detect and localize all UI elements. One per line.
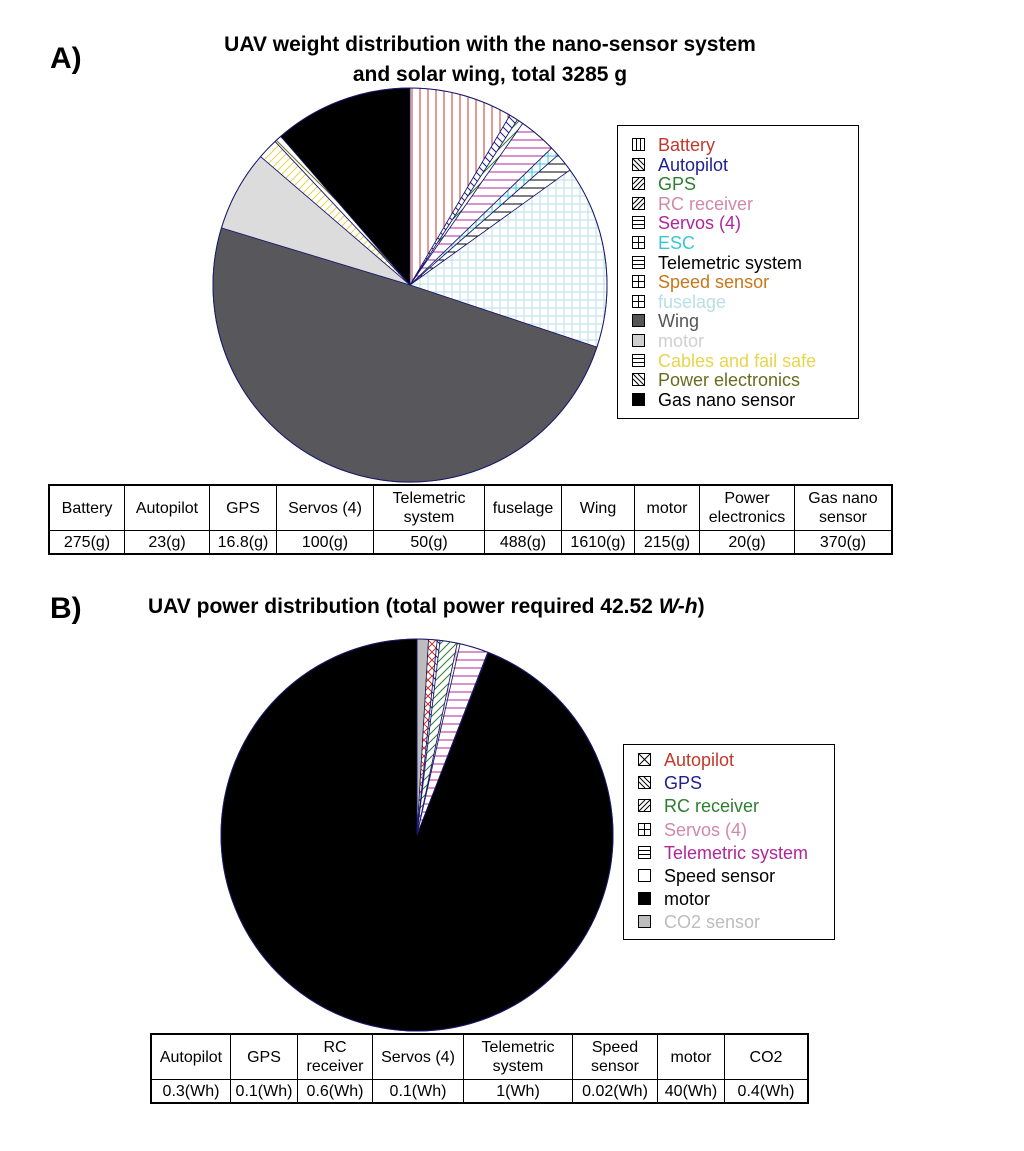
table-value-cell: 488(g) (485, 531, 562, 555)
legend-swatch-servos-4 (638, 823, 651, 836)
table-value-cell: 40(Wh) (658, 1080, 725, 1104)
legend-swatch-speed-sensor (638, 869, 651, 882)
legend-label: Autopilot (664, 750, 735, 770)
table-header-cell: Power electronics (700, 485, 795, 531)
pie-b-slice-motor (221, 639, 613, 1031)
legend-label: Speed sensor (658, 272, 770, 293)
legend-label: Telemetric system (664, 842, 809, 863)
legend-label: Battery (658, 135, 716, 155)
chart-a-title-line2: and solar wing, total 3285 g (352, 63, 628, 86)
table-value-cell: 20(g) (700, 531, 795, 555)
table-header-cell: Wing (562, 485, 635, 531)
legend-swatch-gps (638, 776, 651, 789)
legend-swatch-esc (632, 236, 645, 249)
chart-b-title-close: ) (697, 595, 705, 618)
table-value-cell: 100(g) (277, 531, 374, 555)
legend-swatch-rc-receiver (632, 197, 645, 210)
table-value-cell: 0.1(Wh) (231, 1080, 298, 1104)
legend-swatch-telemetric-system (638, 846, 651, 859)
chart-a-title-line1: UAV weight distribution with the nano-sensor system (224, 33, 756, 56)
table-value-cell: 370(g) (795, 531, 893, 555)
legend-swatch-servos-4 (632, 216, 645, 229)
legend-label: ESC (658, 233, 696, 253)
table-header-cell: Battery (49, 485, 125, 531)
legend-swatch-cables-and-fail-safe (632, 354, 645, 367)
table-value-cell: 0.4(Wh) (725, 1080, 809, 1104)
legend-swatch-telemetric-system (632, 256, 645, 269)
legend-label: RC receiver (658, 193, 754, 214)
legend-label: Autopilot (658, 154, 729, 175)
legend-swatch-autopilot (638, 753, 651, 766)
legend-swatch-power-electronics (632, 373, 645, 386)
table-header-cell: Servos (4) (373, 1034, 464, 1080)
power-table-header-row (151, 1034, 808, 1080)
table-header-cell: Telemetric system (374, 485, 485, 531)
table-value-cell: 0.02(Wh) (573, 1080, 658, 1104)
table-value-cell: 23(g) (125, 531, 210, 555)
chart-b-title-part2: (total power required 42.52 (385, 595, 653, 618)
table-value-cell: 50(g) (374, 531, 485, 555)
legend-swatch-motor (638, 892, 651, 905)
table-value-cell: 0.6(Wh) (298, 1080, 373, 1104)
legend-swatch-motor (632, 334, 645, 347)
table-header-cell: GPS (231, 1034, 298, 1080)
table-header-cell: Speed sensor (573, 1034, 658, 1080)
table-header-cell: Telemetric system (464, 1034, 573, 1080)
panel-b-label: B) (50, 592, 82, 625)
table-header-cell: RC receiver (298, 1034, 373, 1080)
legend-label: Wing (658, 311, 700, 332)
legend-swatch-fuselage (632, 295, 645, 308)
legend-label: Power electronics (658, 370, 801, 391)
weight-table (48, 484, 893, 555)
table-header-cell: CO2 (725, 1034, 809, 1080)
legend-label: Speed sensor (664, 866, 776, 886)
table-header-cell: Autopilot (125, 485, 210, 531)
table-header-cell: Servos (4) (277, 485, 374, 531)
legend-label: GPS (664, 773, 703, 794)
legend-label: fuselage (658, 291, 727, 312)
table-header-cell: motor (658, 1034, 725, 1080)
legend-label: Servos (4) (664, 819, 748, 840)
chart-b-title (148, 595, 705, 619)
pie-chart-b (212, 632, 622, 1042)
legend-swatch-autopilot (632, 158, 645, 171)
table-value-cell: 0.1(Wh) (373, 1080, 464, 1104)
table-value-cell: 0.3(Wh) (151, 1080, 231, 1104)
table-value-cell: 16.8(g) (210, 531, 277, 555)
table-value-cell: 215(g) (635, 531, 700, 555)
legend-swatch-co2-sensor (638, 915, 651, 928)
legend-label: Servos (4) (658, 213, 742, 234)
weight-table-value-row (49, 531, 892, 555)
legend-swatch-battery (632, 138, 645, 151)
table-header-cell: motor (635, 485, 700, 531)
legend-swatch-gps (632, 177, 645, 190)
legend-label: RC receiver (664, 796, 760, 817)
legend-label: motor (658, 331, 705, 351)
legend-swatch-speed-sensor (632, 275, 645, 288)
table-value-cell: 1(Wh) (464, 1080, 573, 1104)
legend-swatch-rc-receiver (638, 799, 651, 812)
table-header-cell: Gas nano sensor (795, 485, 893, 531)
pie-chart-a (200, 80, 620, 490)
legend-a (617, 125, 859, 419)
chart-b-title-unit: W-h (658, 595, 698, 618)
legend-label: motor (664, 889, 711, 910)
legend-label: GPS (658, 174, 697, 195)
panel-a-label: A) (50, 42, 82, 75)
legend-swatch-wing (632, 314, 645, 327)
legend-label: Gas nano sensor (658, 389, 796, 410)
chart-b-title-part1: UAV power distribution (148, 595, 380, 618)
legend-swatch-gas-nano-sensor (632, 393, 645, 406)
legend-b (623, 744, 835, 940)
power-table (150, 1033, 809, 1104)
table-value-cell: 275(g) (49, 531, 125, 555)
power-table-value-row (151, 1080, 808, 1104)
table-value-cell: 1610(g) (562, 531, 635, 555)
weight-table-header-row (49, 485, 892, 531)
legend-label: CO2 sensor (664, 912, 761, 933)
table-header-cell: fuselage (485, 485, 562, 531)
legend-label: Cables and fail safe (658, 350, 817, 371)
table-header-cell: Autopilot (151, 1034, 231, 1080)
legend-label: Telemetric system (658, 252, 803, 273)
table-header-cell: GPS (210, 485, 277, 531)
